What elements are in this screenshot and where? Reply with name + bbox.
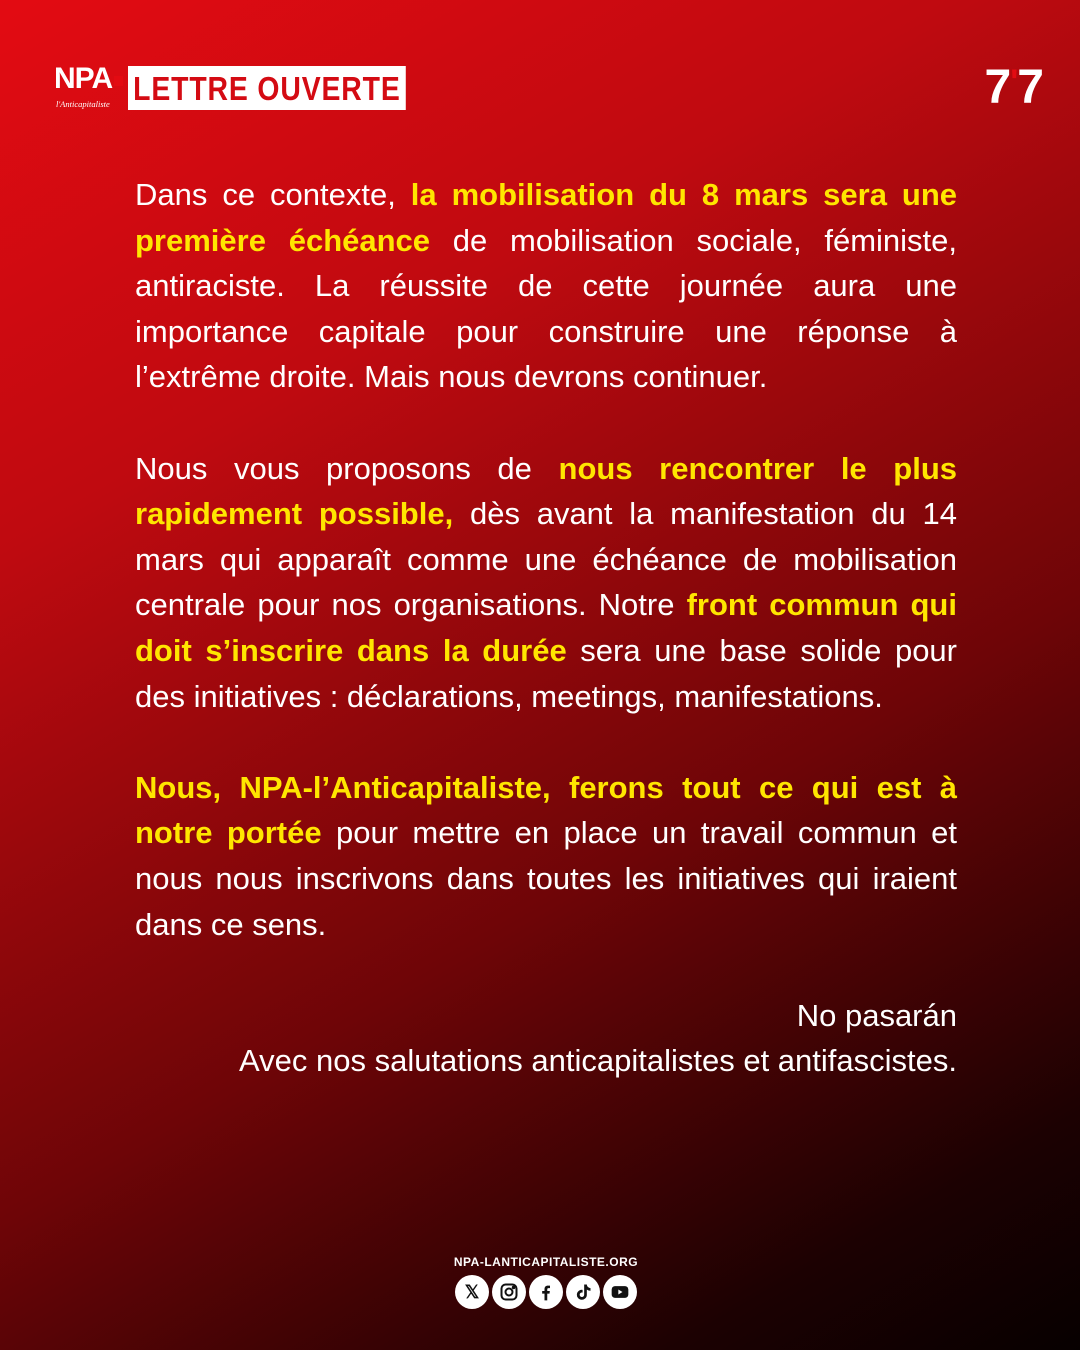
p2-text-e: sera une base solide pour des initiatives : déclarations, meetings, manifestations. <box>135 632 957 714</box>
paragraph-3 <box>135 765 957 947</box>
x-icon[interactable]: 𝕏 <box>455 1275 489 1309</box>
youtube-icon[interactable] <box>603 1275 637 1309</box>
p2-highlight-2: front commun qui doit s’inscrire dans la durée <box>135 587 957 668</box>
p1-text-a: Dans ce contexte, <box>135 177 411 212</box>
facebook-icon[interactable] <box>529 1275 563 1309</box>
logo-subtitle: l'Anticapitaliste <box>56 99 110 109</box>
p2-text-a: Nous vous proposons de <box>135 450 559 486</box>
closing <box>135 993 957 1084</box>
logo-mark <box>114 76 123 86</box>
lettre-ouverte-tag: LETTRE OUVERTE <box>128 66 406 110</box>
footer <box>448 1255 644 1309</box>
page-separator: ' <box>1010 63 1017 101</box>
p1-text-c: de mobilisation sociale, féministe, antiraciste. La réussite de cette journée aura une importance capitale pour construire une réponse à l’extrême droite. Mais nous devrons continuer. <box>135 222 957 395</box>
tiktok-icon[interactable] <box>566 1275 600 1309</box>
p3-text-b: pour mettre en place un travail commun et nous nous inscrivons dans toutes les initiatives qui iraient dans ce sens. <box>135 815 957 942</box>
closing-line-2: Avec nos salutations anticapitalistes et antifascistes. <box>239 1043 957 1079</box>
closing-line-1: No pasarán <box>796 997 957 1033</box>
paragraph-2 <box>135 446 957 720</box>
npa-logo[interactable] <box>54 62 126 110</box>
p2-text-c: dès avant la manifestation du 14 mars qui apparaît comme une échéance de mobilisation centrale pour nos organisations. Notre <box>135 496 958 623</box>
letter-body <box>135 172 957 1084</box>
logo-text: NPA <box>54 62 113 95</box>
p3-highlight: Nous, NPA-l’Anticapitaliste, ferons tout ce qui est à notre portée <box>135 769 957 851</box>
page-current: 7 <box>984 61 1010 114</box>
header <box>54 62 451 110</box>
social-icons <box>448 1275 644 1309</box>
p2-highlight-1: nous rencontrer le plus rapidement possible, <box>135 450 957 532</box>
website-link[interactable]: NPA-LANTICAPITALISTE.ORG <box>453 1255 639 1269</box>
page-indicator <box>985 60 1043 115</box>
instagram-icon[interactable] <box>492 1275 526 1309</box>
p1-highlight: la mobilisation du 8 mars sera une première échéance <box>135 177 958 258</box>
paragraph-1 <box>135 172 957 400</box>
page-total: 7 <box>1017 61 1042 114</box>
